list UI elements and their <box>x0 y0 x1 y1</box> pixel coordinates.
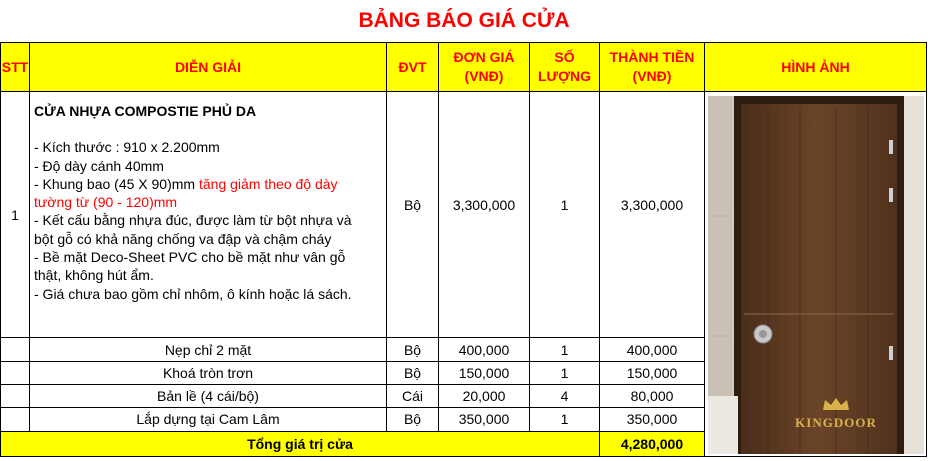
price-table <box>0 42 927 457</box>
item-unit: Bộ <box>387 361 439 384</box>
item-quantity: 1 <box>530 92 600 338</box>
description-line: - Bề mặt Deco-Sheet PVC cho bề mặt như vân gỗ <box>34 249 346 266</box>
table-row <box>1 92 927 338</box>
item-price: 150,000 <box>439 361 530 384</box>
header-amount-line2: (VNĐ) <box>632 68 672 84</box>
header-quantity-line2: LƯỢNG <box>537 68 592 84</box>
frame-size-text: - Khung bao (45 X 90)mm <box>34 175 199 192</box>
item-price: 3,300,000 <box>439 92 530 338</box>
description-line <box>34 175 382 193</box>
item-unit: Cái <box>387 385 439 408</box>
door-image-cell <box>705 92 927 457</box>
header-amount <box>600 43 705 92</box>
item-price: 400,000 <box>439 338 530 361</box>
item-amount: 350,000 <box>600 408 705 431</box>
description-line: thật, không hút ẩm. <box>34 267 154 284</box>
item-quantity: 1 <box>530 361 600 384</box>
kingdoor-logo <box>786 396 886 431</box>
header-unit-price-line2: (VNĐ) <box>464 68 504 84</box>
item-price: 20,000 <box>439 385 530 408</box>
item-amount: 400,000 <box>600 338 705 361</box>
header-unit-price-line1: ĐƠN GIÁ <box>453 49 515 65</box>
item-name: Bản lề (4 cái/bộ) <box>30 385 387 408</box>
header-description: DIỄN GIẢI <box>30 43 387 92</box>
item-name: Khoá tròn trơn <box>30 361 387 384</box>
item-price: 350,000 <box>439 408 530 431</box>
item-amount: 80,000 <box>600 385 705 408</box>
item-quantity: 4 <box>530 385 600 408</box>
total-label: Tổng giá trị cửa <box>1 431 600 456</box>
item-unit: Bộ <box>387 92 439 338</box>
header-stt: STT <box>1 43 30 92</box>
description-line: - Kết cấu bằng nhựa đúc, được làm từ bột nhựa và <box>34 212 352 229</box>
door-photo <box>708 96 924 454</box>
header-image: HÌNH ẢNH <box>705 43 927 92</box>
page-title: BẢNG BÁO GIÁ CỬA <box>358 9 570 32</box>
item-unit: Bộ <box>387 338 439 361</box>
description-line: - Kích thước : 910 x 2.200mm <box>34 139 220 156</box>
crown-icon <box>821 396 851 412</box>
item-name: Nẹp chỉ 2 mặt <box>30 338 387 361</box>
header-unit: ĐVT <box>387 43 439 92</box>
header-unit-price <box>439 43 530 92</box>
item-stt: 1 <box>1 92 30 338</box>
description-line: - Giá chưa bao gồm chỉ nhôm, ô kính hoặc lá sách. <box>34 285 352 302</box>
item-amount: 3,300,000 <box>600 92 705 338</box>
item-unit: Bộ <box>387 408 439 431</box>
item-name: CỬA NHỰA COMPOSTIE PHỦ DA <box>34 103 257 119</box>
item-description <box>30 92 387 338</box>
total-value: 4,280,000 <box>600 431 705 456</box>
header-quantity-line1: SỐ <box>554 49 575 65</box>
item-amount: 150,000 <box>600 361 705 384</box>
header-row <box>1 43 927 92</box>
header-amount-line1: THÀNH TIỀN <box>609 49 695 65</box>
logo-text: KINGDOOR <box>795 415 877 430</box>
item-quantity: 1 <box>530 408 600 431</box>
item-quantity: 1 <box>530 338 600 361</box>
item-name: Lắp dựng tại Cam Lâm <box>30 408 387 431</box>
description-line: - Độ dày cánh 40mm <box>34 157 164 174</box>
frame-note-red-continued: tường từ (90 - 120)mm <box>34 194 178 211</box>
frame-note-red: tăng giảm theo độ dày <box>198 175 338 192</box>
description-line: bột gỗ có khả năng chống va đập và chậm cháy <box>34 230 332 247</box>
header-quantity <box>530 43 600 92</box>
